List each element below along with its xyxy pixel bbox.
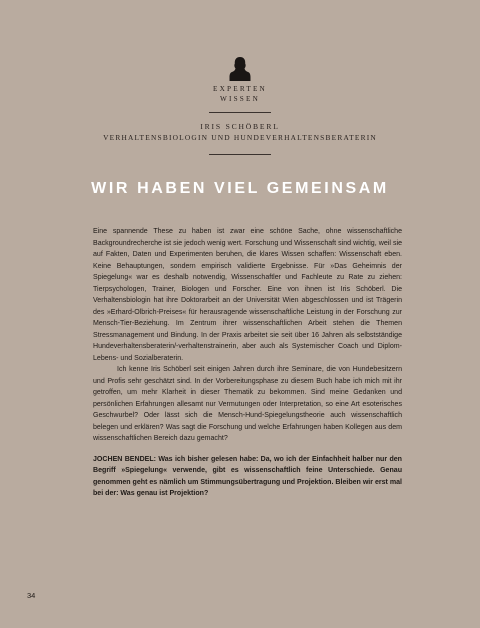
paragraph-second: Ich kenne Iris Schöberl seit einigen Jahren durch ihre Seminare, die von Hundebesitzern und Profis sehr geschätzt sind. In der Vorbereitungsphase zu diesem Buch habe ich mich mit ihr getroffen, um mehr Klarheit in dieser Thematik zu bekommen. Sind meine Gedanken und persönlichen Erfahrungen allesamt nur Vermutungen oder Interpretation, so eine Art esoterisches Geschwurbel? Oder lässt sich die Mensch-Hund-Spiegelungstheorie auch wissenschaftlich belegen und erklären? Was sagt die Forschung und welche Erfahrungen haben Kollegen aus dem wissenschaftlichen Bereich dazu gemacht?: [93, 366, 402, 442]
speaker-name: JOCHEN BENDEL:: [93, 455, 157, 463]
interview-question: [93, 454, 402, 500]
expert-name: IRIS SCHÖBERL: [200, 122, 280, 131]
person-silhouette-icon: [229, 56, 251, 82]
section-label-line1: EXPERTEN: [213, 85, 267, 93]
page-number: 34: [27, 591, 36, 600]
divider-bottom: [209, 154, 271, 155]
paragraph-intro: Eine spannende These zu haben ist zwar eine schöne Sache, ohne wissenschaftliche Backgroundrecherche ist sie jedoch wenig wert. Forschung und Wissenschaft sind wichtig, weil sie auf Fakten, Daten und Experimenten beruhen, die klares Wissen schaffen: Wissenschaft eben. Keine Behauptungen, sondern empirisch validierte Ergebnisse. Für »Das Geheimnis der Spiegelung« war es deshalb notwendig, Wissenschaftler und Fachleute zu Rate zu ziehen: Tierpsychologen, Trainer, Biologen und Forscher. Eine von ihnen ist Iris Schöberl. Die Verhaltensbiologin hat ihre Doktorarbeit an der Universität Wien abgeschlossen und ist Trägerin des »Erhard-Olbrich-Preises« für herausragende wissenschaftliche Leistung in der Forschung zur Mensch-Tier-Beziehung. Im Zentrum ihrer wissenschaftlichen Arbeit stehen die Themen Stressmanagement und Bindung. In der Praxis arbeitet sie seit über 16 Jahren als selbstständige Hundeverhaltensberaterin/-verhaltenstrainerin, aber auch als Systemischer Coach und Diplom-Lebens- und Sozialberaterin.: [93, 228, 402, 362]
expert-role: VERHALTENSBIOLOGIN UND HUNDEVERHALTENSBERATERIN: [103, 133, 377, 142]
divider-top: [209, 112, 271, 113]
article-body: [93, 226, 402, 500]
page-headline: WIR HABEN VIEL GEMEINSAM: [91, 180, 389, 197]
section-label: [0, 84, 480, 104]
question-text: Was ich bisher gelesen habe: Da, wo ich der Einfachheit halber nur den Begriff »Spiegelung« verwende, gibt es wissenschaftlich feine Unterschiede. Genau genommen geht es nämlich um Stimmungsübertragung und Projektion. Bleiben wir erst mal bei der: Was genau ist Projektion?: [93, 455, 402, 497]
section-label-line2: WISSEN: [220, 95, 260, 103]
